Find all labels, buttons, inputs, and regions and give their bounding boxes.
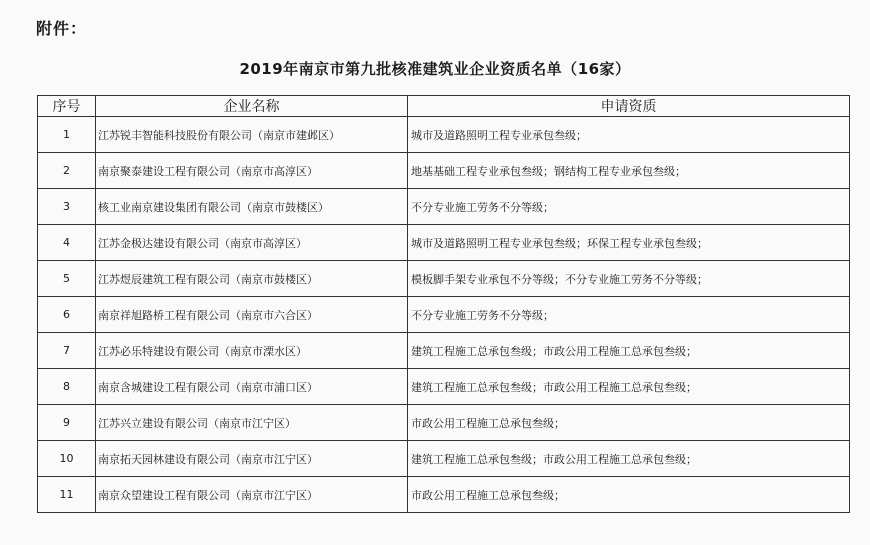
cell-qualification: 模板脚手架专业承包不分等级；不分专业施工劳务不分等级；: [408, 261, 850, 297]
cell-serial: 10: [38, 441, 96, 477]
cell-qualification: 城市及道路照明工程专业承包叁级；环保工程专业承包叁级；: [408, 225, 850, 261]
table-body: [38, 117, 850, 513]
cell-serial: 1: [38, 117, 96, 153]
cell-qualification: 建筑工程施工总承包叁级；市政公用工程施工总承包叁级；: [408, 333, 850, 369]
cell-serial: 5: [38, 261, 96, 297]
table-row: [38, 261, 850, 297]
cell-serial: 11: [38, 477, 96, 513]
cell-serial: 9: [38, 405, 96, 441]
table-row: [38, 153, 850, 189]
cell-company: 江苏必乐特建设有限公司（南京市溧水区）: [96, 333, 408, 369]
cell-qualification: 不分专业施工劳务不分等级；: [408, 189, 850, 225]
cell-qualification: 市政公用工程施工总承包叁级；: [408, 477, 850, 513]
cell-company: 南京众望建设工程有限公司（南京市江宁区）: [96, 477, 408, 513]
attachment-label: 附件：: [36, 19, 88, 38]
page-title: 2019年南京市第九批核准建筑业企业资质名单（16家）: [239, 60, 631, 78]
table-row: [38, 369, 850, 405]
cell-qualification: 地基基础工程专业承包叁级；钢结构工程专业承包叁级；: [408, 153, 850, 189]
cell-company: 江苏金极达建设有限公司（南京市高淳区）: [96, 225, 408, 261]
table-row: [38, 297, 850, 333]
table-row: [38, 405, 850, 441]
cell-qualification: 建筑工程施工总承包叁级；市政公用工程施工总承包叁级；: [408, 441, 850, 477]
cell-qualification: 建筑工程施工总承包叁级；市政公用工程施工总承包叁级；: [408, 369, 850, 405]
cell-qualification: 城市及道路照明工程专业承包叁级；: [408, 117, 850, 153]
cell-qualification: 市政公用工程施工总承包叁级；: [408, 405, 850, 441]
cell-company: 江苏煜辰建筑工程有限公司（南京市鼓楼区）: [96, 261, 408, 297]
company-table: [37, 95, 850, 513]
column-header-qualification: 申请资质: [408, 96, 850, 117]
cell-company: 南京拓天园林建设有限公司（南京市江宁区）: [96, 441, 408, 477]
table-row: [38, 477, 850, 513]
cell-company: 南京含城建设工程有限公司（南京市浦口区）: [96, 369, 408, 405]
table-row: [38, 117, 850, 153]
table-row: [38, 225, 850, 261]
cell-company: 南京聚泰建设工程有限公司（南京市高淳区）: [96, 153, 408, 189]
cell-qualification: 不分专业施工劳务不分等级；: [408, 297, 850, 333]
table-row: [38, 441, 850, 477]
column-header-company: 企业名称: [96, 96, 408, 117]
cell-company: 南京祥旭路桥工程有限公司（南京市六合区）: [96, 297, 408, 333]
cell-serial: 8: [38, 369, 96, 405]
table-row: [38, 333, 850, 369]
cell-serial: 4: [38, 225, 96, 261]
column-header-serial: 序号: [38, 96, 96, 117]
cell-serial: 6: [38, 297, 96, 333]
cell-company: 江苏锐丰智能科技股份有限公司（南京市建邺区）: [96, 117, 408, 153]
table-header-row: [38, 96, 850, 117]
cell-serial: 2: [38, 153, 96, 189]
cell-serial: 7: [38, 333, 96, 369]
cell-serial: 3: [38, 189, 96, 225]
table-row: [38, 189, 850, 225]
cell-company: 江苏兴立建设有限公司（南京市江宁区）: [96, 405, 408, 441]
cell-company: 核工业南京建设集团有限公司（南京市鼓楼区）: [96, 189, 408, 225]
